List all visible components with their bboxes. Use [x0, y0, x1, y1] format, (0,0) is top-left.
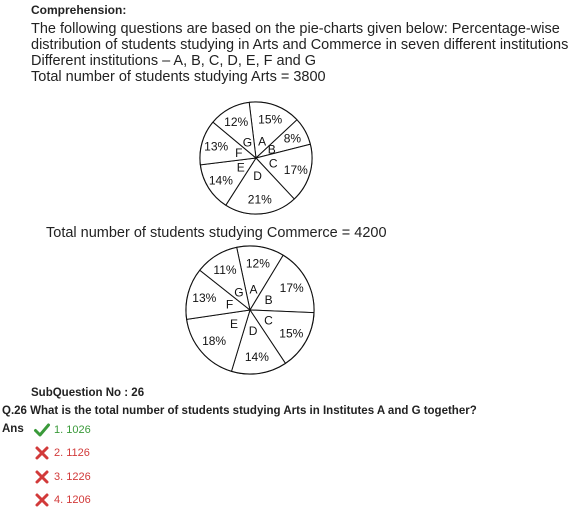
slice-category-label: B	[267, 142, 276, 157]
slice-category-label: F	[235, 146, 243, 161]
slice-value-label: 11%	[213, 262, 237, 277]
intro-line: The following questions are based on the pie-charts given below: Percentage-wise	[31, 21, 560, 37]
question-number: Q.26	[2, 405, 27, 417]
slice-category-label: E	[236, 160, 245, 175]
slice-value-label: 15%	[279, 326, 304, 341]
comprehension-intro	[31, 21, 568, 85]
slice-value-label: 14%	[244, 350, 269, 365]
option-label: 1. 1026	[54, 424, 91, 436]
option-3[interactable]	[34, 470, 91, 484]
slice-category-label: F	[225, 297, 234, 312]
slice-value-label: 13%	[192, 290, 217, 305]
slice-category-label: C	[264, 313, 273, 328]
slice-value-label: 15%	[258, 112, 283, 127]
question-row	[2, 405, 477, 417]
arts-chart-title: Total number of students studying Arts = 3800	[31, 69, 326, 85]
cross-icon	[34, 470, 50, 484]
commerce-pie-chart	[176, 244, 326, 376]
option-label: 3. 1226	[54, 471, 91, 483]
slice-value-label: 18%	[202, 334, 227, 349]
slice-category-label: C	[268, 156, 278, 171]
option-label: 4. 1206	[54, 494, 91, 506]
slice-value-label: 17%	[283, 162, 308, 177]
cross-icon	[34, 493, 50, 507]
cross-icon	[34, 446, 50, 460]
slice-category-label: A	[258, 134, 267, 149]
slice-category-label: G	[242, 135, 253, 150]
slice-value-label: 21%	[247, 192, 272, 207]
question-text: What is the total number of students studying Arts in Institutes A and G together?	[30, 405, 477, 417]
check-icon	[34, 423, 50, 437]
arts-pie-chart	[188, 100, 328, 220]
intro-line: distribution of students studying in Arts and Commerce in seven different institutions	[31, 37, 568, 53]
option-label: 2. 1126	[54, 447, 90, 459]
option-2[interactable]	[34, 446, 90, 460]
slice-category-label: D	[253, 169, 262, 183]
slice-category-label: E	[229, 317, 239, 331]
option-1[interactable]	[34, 423, 91, 437]
subquestion-label: SubQuestion No : 26	[31, 387, 145, 399]
slice-value-label: 17%	[279, 280, 304, 295]
slice-category-label: A	[249, 282, 258, 297]
commerce-chart-title: Total number of students studying Commerce = 4200	[46, 225, 387, 241]
answer-label: Ans	[2, 423, 24, 435]
slice-category-label: D	[248, 324, 258, 339]
slice-value-label: 12%	[245, 256, 270, 271]
comprehension-heading: Comprehension:	[31, 3, 127, 17]
option-4[interactable]	[34, 493, 91, 507]
slice-category-label: B	[264, 293, 273, 308]
slice-value-label: 12%	[224, 114, 249, 129]
slice-value-label: 14%	[208, 173, 233, 188]
slice-value-label: 13%	[204, 139, 229, 154]
slice-category-label: G	[234, 285, 244, 300]
slice-value-label: 8%	[283, 131, 302, 146]
intro-line: Different institutions – A, B, C, D, E, F and G	[31, 53, 317, 69]
